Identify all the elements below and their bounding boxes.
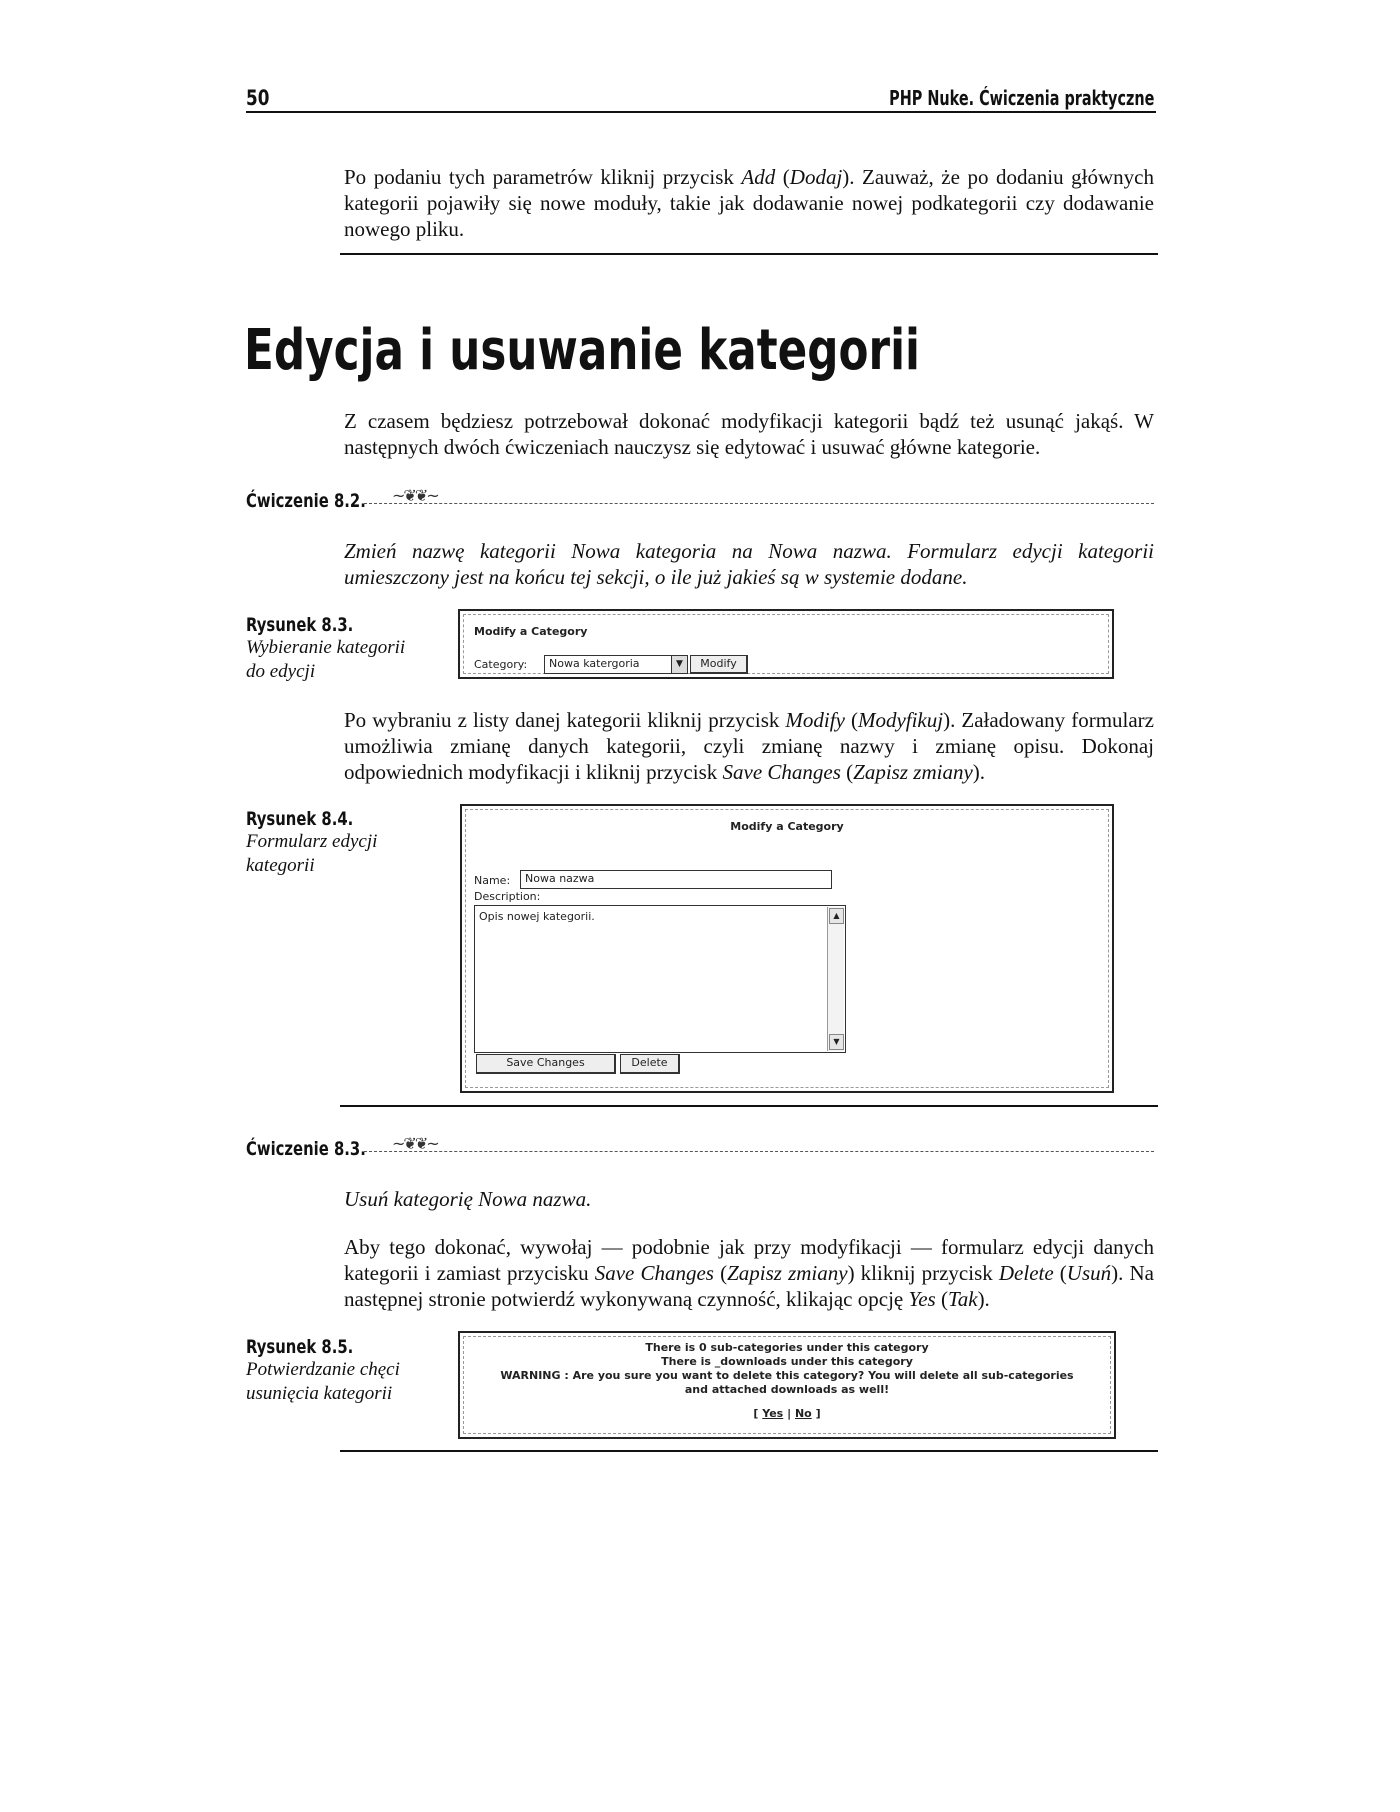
scroll-down-icon[interactable]: ▼ [829, 1034, 844, 1050]
figure-8-4-label: Rysunek 8.4. [246, 808, 354, 830]
section-heading: Edycja i usuwanie kategorii [244, 318, 921, 383]
modify-button[interactable]: Modify [690, 655, 748, 674]
intro-paragraph: Po podaniu tych parametrów kliknij przycisk Add (Dodaj). Zauważ, że po dodaniu głównych kategorii pojawiły się nowe moduły, takie jak dodawanie nowej podkategorii czy dodawanie nowego pliku. [344, 165, 1154, 241]
name-label: Name: [474, 874, 511, 887]
running-header-title: PHP Nuke. Ćwiczenia praktyczne [888, 86, 1154, 110]
intro-rule [340, 253, 1158, 255]
bracket-close: ] [815, 1407, 821, 1420]
no-link[interactable]: No [794, 1407, 812, 1420]
name-input[interactable]: Nowa nazwa [520, 870, 832, 889]
ornament-icon: ~❦❦~ [392, 1134, 438, 1153]
figure-8-4-rule [340, 1105, 1158, 1107]
yes-link[interactable]: Yes [762, 1407, 784, 1420]
description-label: Description: [474, 890, 541, 903]
chevron-down-icon[interactable]: ▼ [671, 656, 687, 673]
category-select[interactable] [544, 655, 688, 674]
warning-text-continued: and attached downloads as well! [684, 1383, 890, 1396]
modify-category-title: Modify a Category [730, 820, 844, 833]
exercise-dashed-line [364, 1151, 1154, 1152]
bracket-open: [ [753, 1407, 759, 1420]
exercise-8-2-label: Ćwiczenie 8.2. [246, 490, 366, 512]
modify-instructions-paragraph: Po wybraniu z listy danej kategorii kliknij przycisk Modify (Modyfikuj). Załadowany formularz umożliwia zmianę danych kategorii, czyli zmianę nazwy i zmianę opisu. Dokonaj odpowiednich modyfikacji i kliknij przycisk Save Changes (Zapisz zmiany). [344, 708, 1154, 784]
ornament-icon: ~❦❦~ [392, 486, 438, 505]
confirm-links [460, 1407, 1114, 1421]
section-paragraph: Z czasem będziesz potrzebował dokonać modyfikacji kategorii bądź też usunąć jakąś. W następnych dwóch ćwiczeniach nauczysz się edytować i usuwać główne kategorie. [344, 409, 1154, 459]
exercise-8-3-label: Ćwiczenie 8.3. [246, 1138, 366, 1160]
header-rule [246, 111, 1156, 113]
figure-8-5-label: Rysunek 8.5. [246, 1336, 354, 1358]
exercise-8-2-task: Zmień nazwę kategorii Nowa kategoria na Nowa nazwa. Formularz edycji kategorii umieszczony jest na końcu tej sekcji, o ile już jakieś są w systemie dodane. [344, 539, 1154, 589]
scroll-up-icon[interactable]: ▲ [829, 908, 844, 924]
sub-categories-count-text: There is 0 sub-categories under this category [645, 1341, 929, 1354]
exercise-8-3-task: Usuń kategorię Nowa nazwa. [344, 1187, 592, 1211]
figure-8-3-screenshot [458, 609, 1114, 679]
category-label: Category: [474, 658, 528, 671]
category-select-value: Nowa katergoria [549, 657, 640, 670]
description-text: Opis nowej kategorii. [479, 910, 595, 923]
figure-8-5-caption: Potwierdzanie chęci usunięcia kategorii [246, 1359, 400, 1404]
page-number: 50 [246, 86, 270, 110]
separator: | [787, 1407, 792, 1420]
figure-8-4-screenshot [460, 804, 1114, 1093]
figure-8-5-rule [340, 1450, 1158, 1452]
figure-8-3-label: Rysunek 8.3. [246, 614, 354, 636]
description-textarea[interactable] [474, 905, 846, 1053]
downloads-count-text: There is _downloads under this category [661, 1355, 913, 1368]
exercise-dashed-line [364, 503, 1154, 504]
delete-instructions-paragraph: Aby tego dokonać, wywołaj — podobnie jak przy modyfikacji — formularz edycji danych kategorii i zamiast przycisku Save Changes (Zapisz zmiany) kliknij przycisk Delete (Usuń). Na następnej stronie potwierdź wykonywaną czynność, klikając opcję Yes (Tak). [344, 1235, 1154, 1311]
delete-button[interactable]: Delete [620, 1054, 680, 1074]
figure-8-3-caption: Wybieranie kategorii do edycji [246, 637, 406, 682]
figure-8-5-screenshot [458, 1331, 1116, 1439]
warning-text: WARNING : Are you sure you want to delete this category? You will delete all sub-categories [500, 1369, 1074, 1382]
figure-8-4-caption: Formularz edycji kategorii [246, 831, 378, 876]
save-changes-button[interactable]: Save Changes [476, 1054, 616, 1074]
modify-category-title: Modify a Category [474, 625, 588, 638]
textarea-scrollbar[interactable] [827, 907, 844, 1051]
